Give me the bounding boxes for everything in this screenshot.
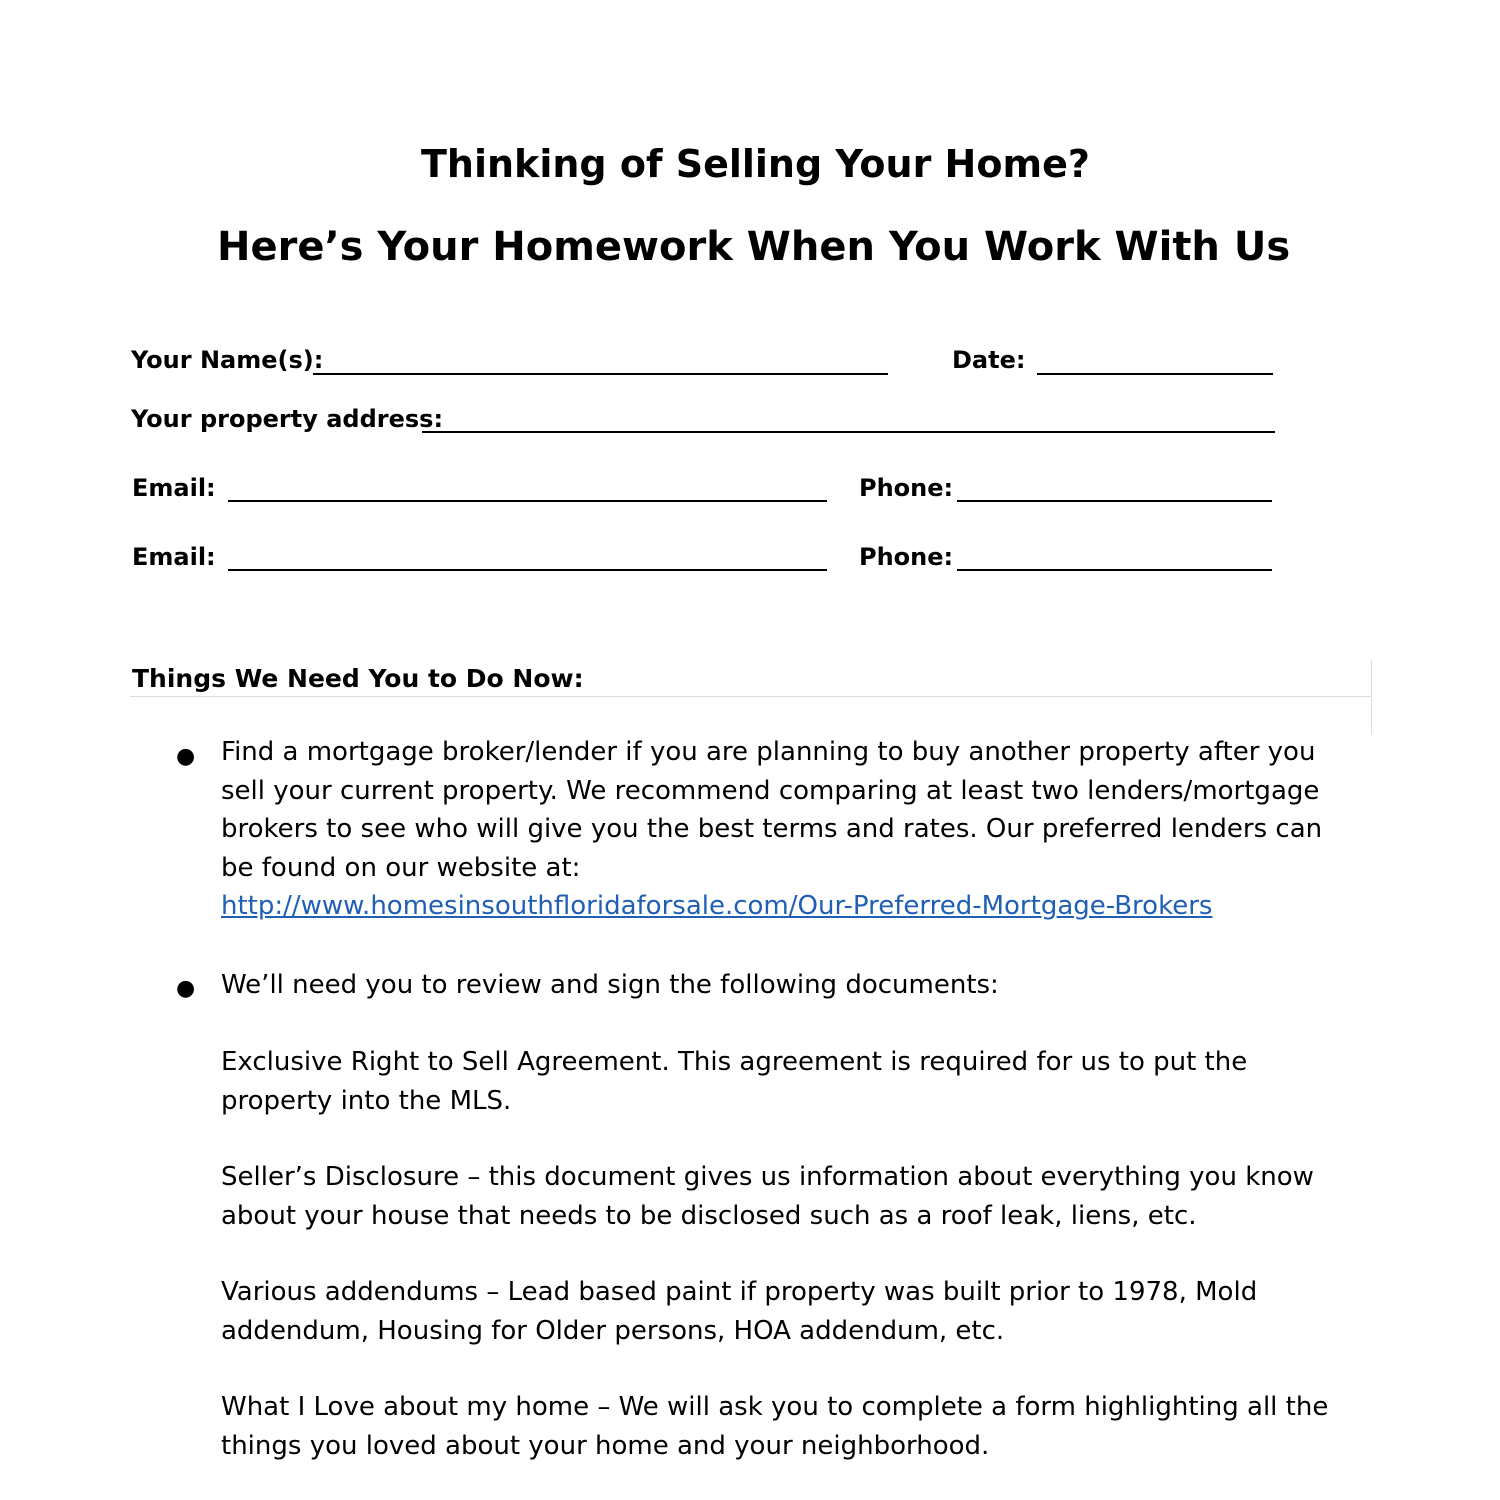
phone-field-1[interactable] (957, 500, 1272, 502)
page-subtitle: Here’s Your Homework When You Work With Us (217, 224, 1291, 270)
document-item: What I Love about my home – We will ask you to complete a form highlighting all the things you loved about your home and your neighborhood. (221, 1392, 1329, 1461)
phone-label-1: Phone: (859, 474, 954, 502)
section-divider (130, 696, 1372, 697)
page-title: Thinking of Selling Your Home? (421, 142, 1090, 186)
preferred-lenders-link[interactable]: http://www.homesinsouthfloridaforsale.com/Our-Preferred-Mortgage-Brokers (221, 891, 1213, 921)
section-divider-vertical (1371, 660, 1372, 734)
bullet-icon: ● (176, 744, 196, 769)
document-item: Exclusive Right to Sell Agreement. This agreement is required for us to put the property into the MLS. (221, 1047, 1248, 1116)
name-label: Your Name(s): (131, 346, 324, 374)
list-item (221, 733, 1361, 926)
address-label: Your property address: (131, 405, 444, 433)
email-field-1[interactable] (228, 500, 827, 502)
phone-field-2[interactable] (957, 569, 1272, 571)
email-field-2[interactable] (228, 569, 827, 571)
bullet1-text: Find a mortgage broker/lender if you are planning to buy another property after you sell your current property. We recommend comparing at least two lenders/mortgage brokers to see who will give you the best terms and rates. Our preferred lenders can be found on our website at: (221, 737, 1323, 883)
list-item: We’ll need you to review and sign the following documents: (221, 970, 999, 1000)
date-label: Date: (952, 346, 1026, 374)
document-item: Various addendums – Lead based paint if property was built prior to 1978, Mold addendum, Housing for Older persons, HOA addendum, etc. (221, 1277, 1258, 1346)
name-field[interactable] (313, 373, 888, 375)
date-field[interactable] (1037, 373, 1273, 375)
document-item: Seller’s Disclosure – this document gives us information about everything you know about your house that needs to be disclosed such as a roof leak, liens, etc. (221, 1162, 1314, 1231)
address-field[interactable] (422, 431, 1275, 433)
phone-label-2: Phone: (859, 543, 954, 571)
section-heading: Things We Need You to Do Now: (132, 664, 584, 693)
email-label-1: Email: (132, 474, 216, 502)
email-label-2: Email: (132, 543, 216, 571)
bullet-icon: ● (176, 976, 196, 1001)
